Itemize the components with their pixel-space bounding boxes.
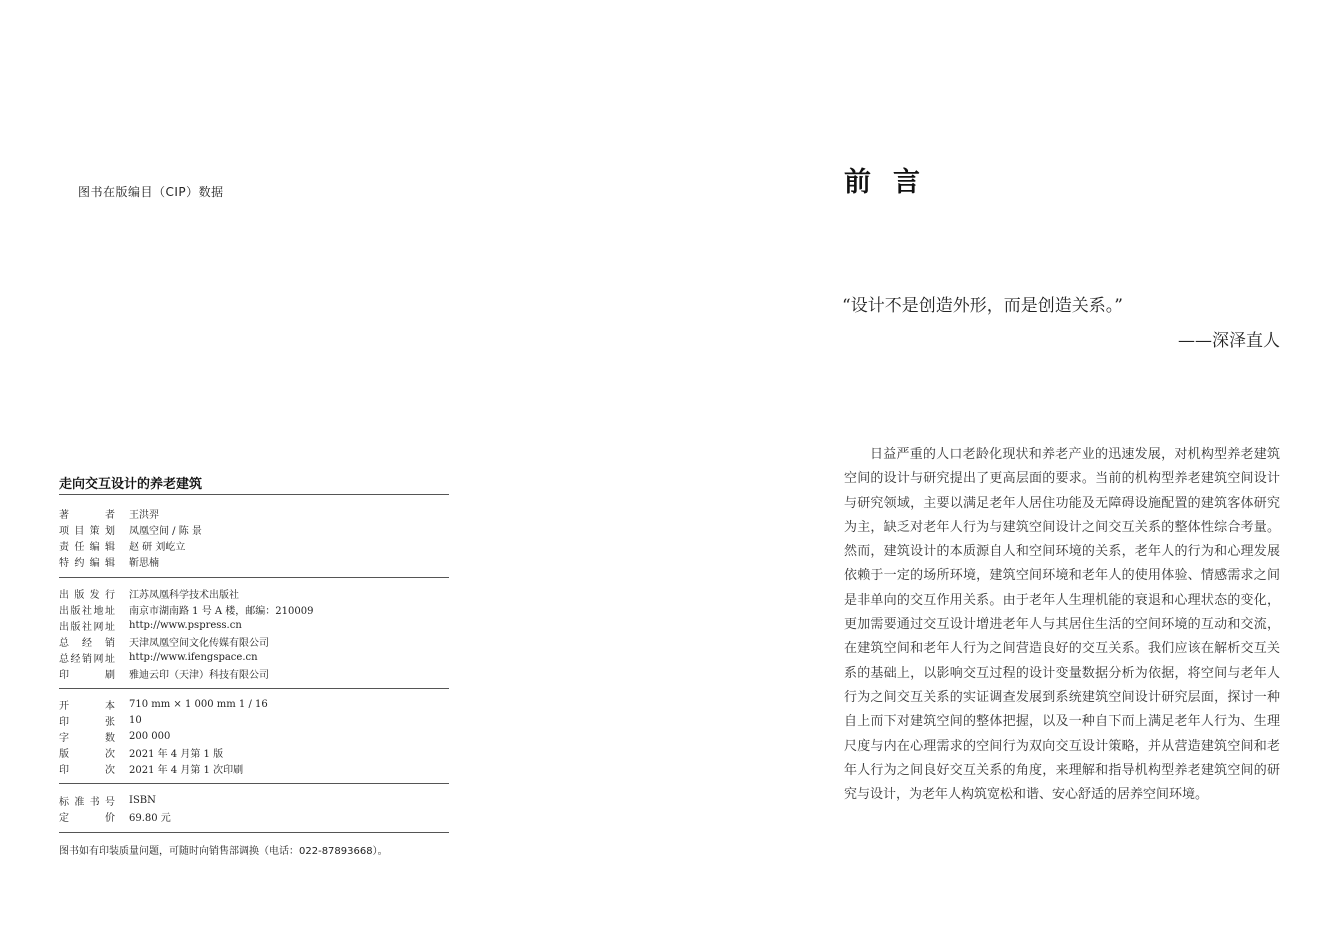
info-value: 710 mm × 1 000 mm 1 / 16 (129, 698, 268, 710)
info-value: 天津凤凰空间文化传媒有限公司 (129, 637, 269, 649)
info-row (59, 601, 449, 617)
info-row (59, 712, 449, 728)
info-label: 总经销网址 (59, 653, 115, 665)
info-value: 南京市湖南路 1 号 A 楼，邮编：210009 (129, 605, 314, 617)
info-value: 凤凰空间 / 陈 景 (129, 525, 202, 537)
info-label: 开本 (59, 700, 115, 712)
info-row (59, 521, 449, 537)
info-value: http://www.ifengspace.cn (129, 651, 258, 663)
preface-body: 日益严重的人口老龄化现状和养老产业的迅速发展，对机构型养老建筑空间的设计与研究提出了更高层面的要求。当前的机构型养老建筑空间设计与研究领域，主要以满足老年人居住功能及无障碍设施配置的建筑客体研究为主，缺乏对老年人行为与建筑空间设计之间交互关系的整体性综合考量。然而，建筑设计的本质源自人和空间环境的关系，老年人的行为和心理发展依赖于一定的场所环境，建筑空间环境和老年人的使用体验、情感需求之间是非单向的交互作用关系。由于老年人生理机能的衰退和心理状态的变化，更加需要通过交互设计增进老年人与其居住生活的空间环境的互动和交流，在建筑空间和老年人行为之间营造良好的交互关系。我们应该在解析交互关系的基础上，以影响交互过程的设计变量数据分析为依据，将空间与老年人行为之间交互关系的实证调查发展到系统建筑空间设计研究层面，探讨一种自上而下对建筑空间的整体把握，以及一种自下而上满足老年人行为、生理尺度与内在心理需求的空间行为双向交互设计策略，并从营造建筑空间和老年人行为之间良好交互关系的角度，来理解和指导机构型养老建筑空间的研究与设计，为老年人构筑宽松和谐、安心舒适的居养空间环境。 (844, 447, 1280, 803)
divider (59, 577, 449, 578)
info-value: 王洪羿 (129, 509, 159, 521)
info-label: 印刷 (59, 669, 115, 681)
info-row (59, 808, 449, 824)
info-value: 10 (129, 714, 142, 726)
info-value: 靳思楠 (129, 557, 159, 569)
info-row (59, 505, 449, 521)
info-label: 定价 (59, 812, 115, 824)
info-label: 责任编辑 (59, 541, 115, 553)
info-label: 项目策划 (59, 525, 115, 537)
info-label: 印次 (59, 764, 115, 776)
info-label: 著者 (59, 509, 115, 521)
info-value: 赵 研 刘屹立 (129, 541, 186, 553)
divider (59, 783, 449, 784)
info-value: 江苏凤凰科学技术出版社 (129, 589, 239, 601)
info-row (59, 585, 449, 601)
info-value: 2021 年 4 月第 1 版 (129, 748, 224, 760)
info-value: 雅迪云印（天津）科技有限公司 (129, 669, 269, 681)
info-label: 特约编辑 (59, 557, 115, 569)
footer-note: 图书如有印装质量问题，可随时向销售部调换（电话：022-87893668）。 (59, 846, 388, 857)
info-value: ISBN (129, 794, 156, 806)
specs-section (59, 696, 449, 776)
preface-heading: 前言 (844, 167, 942, 198)
info-row (59, 649, 449, 665)
credits-section (59, 505, 449, 569)
info-value: 69.80 元 (129, 812, 171, 824)
info-row (59, 728, 449, 744)
info-row (59, 760, 449, 776)
info-row (59, 744, 449, 760)
book-title: 走向交互设计的养老建筑 (59, 477, 203, 492)
info-value: http://www.pspress.cn (129, 619, 242, 631)
info-label: 出版发行 (59, 589, 115, 601)
info-label: 标准书号 (59, 796, 115, 808)
cip-title: 图书在版编目（CIP）数据 (78, 185, 224, 199)
info-label: 出版社网址 (59, 621, 115, 633)
isbn-price-section (59, 792, 449, 824)
info-value: 200 000 (129, 730, 171, 742)
publisher-section (59, 585, 449, 681)
info-label: 印张 (59, 716, 115, 728)
info-row (59, 617, 449, 633)
divider (59, 494, 449, 495)
info-row (59, 553, 449, 569)
epigraph-quote: “设计不是创造外形，而是创造关系。” (842, 296, 1123, 316)
info-row (59, 792, 449, 808)
divider (59, 688, 449, 689)
info-value: 2021 年 4 月第 1 次印刷 (129, 764, 244, 776)
info-label: 出版社地址 (59, 605, 115, 617)
info-label: 总经销 (59, 637, 115, 649)
info-row (59, 537, 449, 553)
info-label: 字数 (59, 732, 115, 744)
divider (59, 832, 449, 833)
info-label: 版次 (59, 748, 115, 760)
epigraph-attribution: ——深泽直人 (1178, 331, 1280, 351)
info-row (59, 633, 449, 649)
info-row (59, 696, 449, 712)
info-row (59, 665, 449, 681)
